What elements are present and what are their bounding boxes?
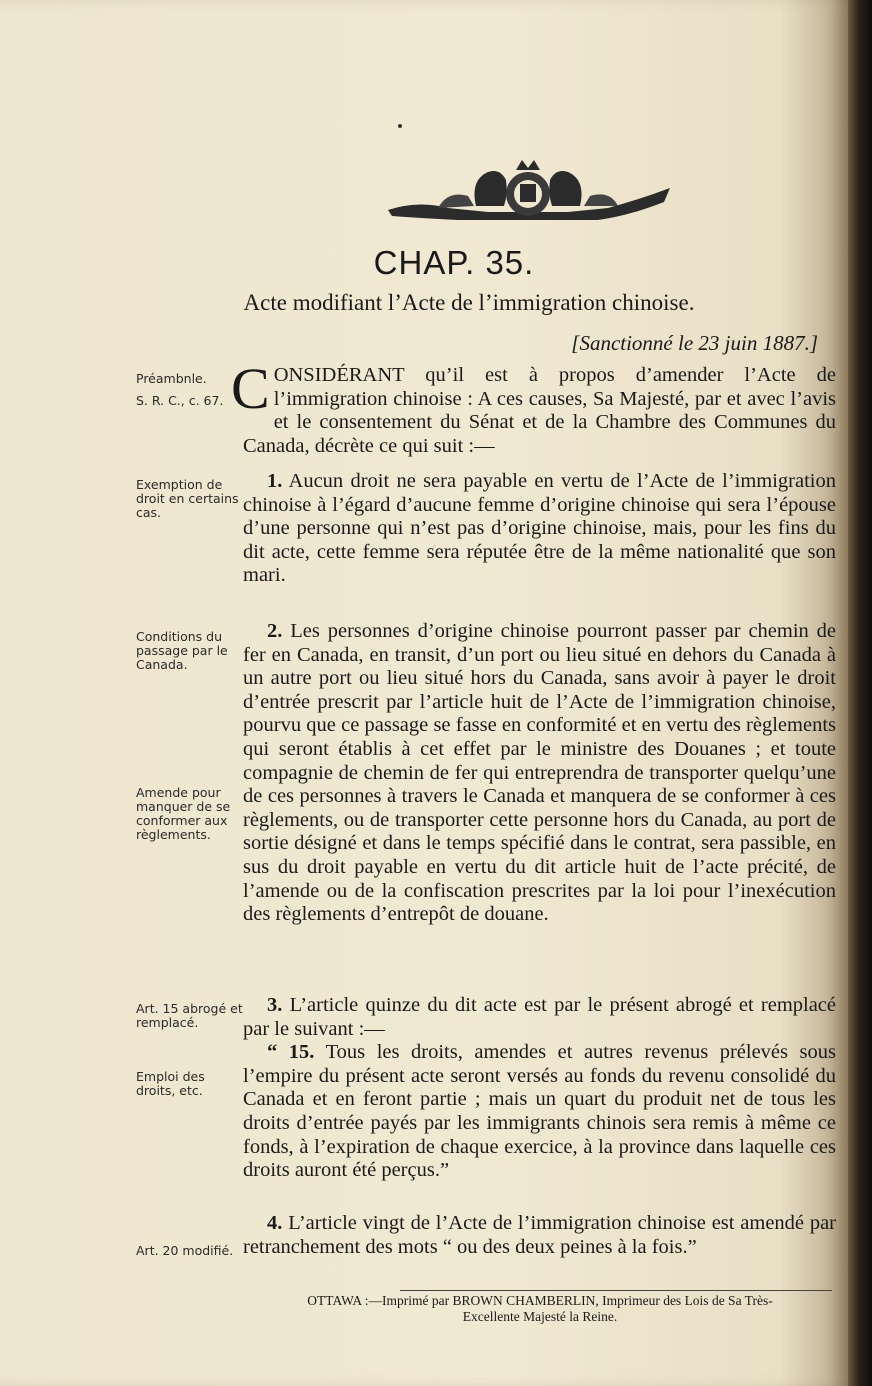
- section-text: Aucun droit ne sera payable en vertu de l’Acte de l’immigration chinoise à l’égard d’aucune femme d’origine chinoise qui sera l’épouse d’une personne qui n’est pas d’origine chinoise, mais, pour les fins du dit acte, cette femme sera réputée être de la même nationalité que son mari.: [243, 470, 836, 587]
- footer-line-1: OTTAWA :—Imprimé par BROWN CHAMBERLIN, Imprimeur des Lois de Sa Très-: [307, 1293, 773, 1308]
- section-4: [243, 1212, 836, 1259]
- margin-note-reference: S. R. C., c. 67.: [136, 393, 224, 408]
- margin-note-art15: Art. 15 abrogé et remplacé.: [136, 1001, 243, 1030]
- section-number: 4.: [267, 1212, 283, 1234]
- margin-note-use-of-duties: Emploi des droits, etc.: [136, 1069, 205, 1098]
- section-text: L’article quinze du dit acte est par le présent abrogé et remplacé par le suivant :—: [243, 994, 837, 1040]
- margin-note-conditions: Conditions du passage par le Canada.: [136, 629, 228, 672]
- margin-note-preamble: Préambnle.: [136, 371, 207, 386]
- footer-line-2: Excellente Majesté la Reine.: [462, 1309, 618, 1324]
- book-page-edge: [848, 0, 872, 1386]
- margin-note-penalty: Amende pour manquer de se conformer aux règlements.: [136, 785, 231, 842]
- royal-crest-emblem: [378, 150, 678, 230]
- preamble-paragraph: [231, 356, 836, 458]
- section-text: L’article vingt de l’Acte de l’immigration chinoise est amendé par retranchement des mots “ ou des deux peines à la fois.”: [243, 1212, 837, 1258]
- section-text: Les personnes d’origine chinoise pourront passer par chemin de fer en Canada, en transit, d’un port ou lieu situé en dehors du Canada à un autre port ou lieu situé hors du Canada, sans avoir à payer le droit d’entrée prescrit par l’article huit de l’Acte de l’immigration chinoise, pourvu que ce passage se fasse en conformité et en vertu des règlements qui seront établis à cet effet par le ministre des Douanes ; et toute compagnie de chemin de fer qui entreprendra de transporter quelqu’une de ces personnes à travers le Canada et manquera de se conformer à ces règlements, ou de transporter cette personne hors du Canada, au port de sortie désigné et dans le temps spécifié dans le contrat, sera passible, en sus du droit payable en vertu du dit article huit de l’acte précité, de l’amende ou de la confiscation prescrites par la loi pour l’inexécution des règlements d’entrepôt de douane.: [243, 620, 837, 926]
- section-1: [243, 470, 836, 588]
- chapter-heading: CHAP. 35.: [373, 244, 535, 281]
- quoted-section-text: Tous les droits, amendes et autres revenus prélevés sous l’empire du présent acte seront versés au fonds du revenu consolidé du Canada et en feront partie ; mais un quart du produit net de tous les droits d’entrée payés par les immigrants chinois sera remis à même ce fonds, à l’expiration de chaque exercice, à la province dans laquelle ces droits auront été perçus.”: [243, 1041, 836, 1182]
- margin-note-exemption: Exemption de droit en certains cas.: [136, 477, 239, 520]
- section-2: [243, 620, 836, 927]
- section-3: [243, 994, 836, 1183]
- section-number: 2.: [267, 620, 283, 642]
- printer-footer: [234, 1293, 846, 1325]
- footer-divider: [400, 1290, 832, 1291]
- act-title: Acte modifiant l’Acte de l’immigration chinoise.: [243, 290, 695, 315]
- drop-cap: C: [231, 356, 270, 421]
- section-number: 1.: [267, 470, 283, 492]
- preamble-text: ONSIDÉRANT qu’il est à propos d’amender l’Acte de l’immigration chinoise : A ces causes, Sa Majesté, par et avec l’avis et le consentement du Sénat et de la Chambre des Communes du Canada, décrète ce qui suit :—: [243, 364, 836, 457]
- ink-dot: [398, 124, 402, 128]
- sanction-date: [Sanctionné le 23 juin 1887.]: [571, 331, 818, 355]
- section-number: 3.: [267, 994, 283, 1016]
- margin-note-art20: Art. 20 modifié.: [136, 1243, 234, 1258]
- quoted-section-number: “ 15.: [267, 1041, 315, 1064]
